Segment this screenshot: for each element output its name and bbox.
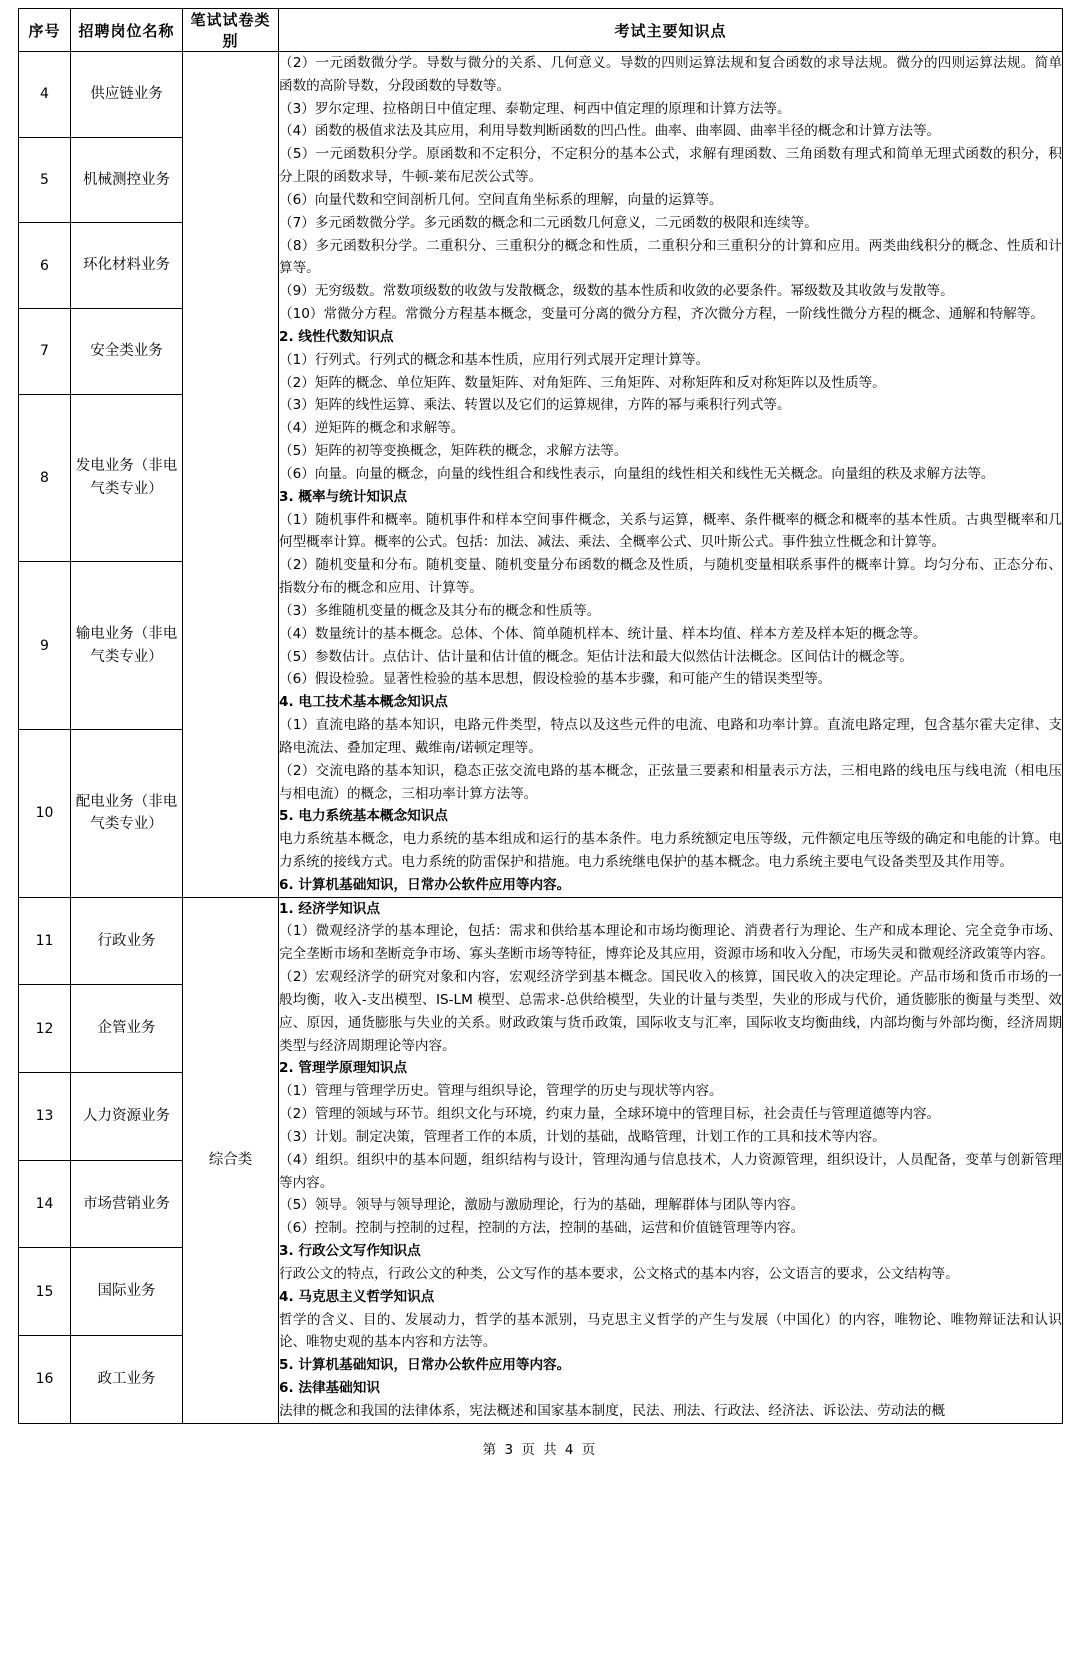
- knowledge-item: （5）一元函数积分学。原函数和不定积分，不定积分的基本公式，求解有理函数、三角函数有理式和简单无理式函数的积分，积分上限的函数求导，牛顿-莱布尼茨公式等。: [279, 146, 1062, 186]
- knowledge-item: （2）交流电路的基本知识，稳态正弦交流电路的基本概念，正弦量三要素和相量表示方法，三相电路的线电压与线电流（相电压与相电流）的概念，三相功率计算方法等。: [279, 762, 1062, 802]
- row-no: 6: [19, 223, 71, 309]
- knowledge-item: （2）一元函数微分学。导数与微分的关系、几何意义。导数的四则运算法规和复合函数的求导法规。微分的四则运算法规。简单函数的高阶导数，分段函数的导数等。: [279, 55, 1062, 94]
- knowledge-item: （1）随机事件和概率。随机事件和样本空间事件概念，关系与运算，概率、条件概率的概念和概率的基本性质。古典型概率和几何型概率计算。概率的公式。包括：加法、减法、乘法、全概率公式、贝叶斯公式。事件独立性概念和计算等。: [279, 511, 1062, 551]
- knowledge-section-title: 6. 计算机基础知识，日常办公软件应用等内容。: [279, 876, 571, 893]
- knowledge-item: （1）管理与管理学历史。管理与组织导论，管理学的历史与现状等内容。: [279, 1083, 723, 1100]
- knowledge-item: （5）矩阵的初等变换概念，矩阵秩的概念，求解方法等。: [279, 443, 628, 460]
- row-post: 人力资源业务: [71, 1072, 183, 1160]
- row-no: 10: [19, 729, 71, 897]
- row-post: 安全类业务: [71, 308, 183, 394]
- row-post: 机械测控业务: [71, 137, 183, 223]
- knowledge-item: （9）无穷级数。常数项级数的收敛与发散概念，级数的基本性质和收敛的必要条件。幂级数及其收敛与发散等。: [279, 283, 954, 300]
- row-no: 14: [19, 1160, 71, 1248]
- knowledge-item: 行政公文的特点，行政公文的种类，公文写作的基本要求，公文格式的基本内容，公文语言的要求，公文结构等。: [279, 1265, 959, 1282]
- row-post: 企管业务: [71, 985, 183, 1073]
- row-post: 发电业务（非电气类专业）: [71, 394, 183, 562]
- header-knowledge: 考试主要知识点: [279, 9, 1063, 52]
- page-number: 第 3 页 共 4 页: [482, 1441, 598, 1458]
- knowledge-item: （2）随机变量和分布。随机变量、随机变量分布函数的概念及性质，与随机变量相联系事件的概率计算。均匀分布、正态分布、指数分布的概念和应用、计算等。: [279, 557, 1062, 597]
- row-post: 输电业务（非电气类专业）: [71, 562, 183, 730]
- row-post: 政工业务: [71, 1336, 183, 1424]
- header-no: 序号: [19, 9, 71, 52]
- knowledge-item: （8）多元函数积分学。二重积分、三重积分的概念和性质，二重积分和三重积分的计算和应用。两类曲线积分的概念、性质和计算等。: [279, 237, 1062, 277]
- row-no: 13: [19, 1072, 71, 1160]
- row-category-group2: 综合类: [183, 897, 279, 1423]
- row-post: 国际业务: [71, 1248, 183, 1336]
- table-row: [19, 897, 1063, 985]
- knowledge-item: （6）控制。控制与控制的过程，控制的方法，控制的基础，运营和价值链管理等内容。: [279, 1220, 805, 1237]
- knowledge-item: （3）计划。制定决策，管理者工作的本质，计划的基础，战略管理，计划工作的工具和技术等内容。: [279, 1128, 886, 1145]
- table-header-row: [19, 9, 1063, 52]
- knowledge-item: （4）组织。组织中的基本问题，组织结构与设计，管理沟通与信息技术，人力资源管理，组织设计，人员配备，变革与创新管理等内容。: [279, 1151, 1062, 1191]
- knowledge-item: （1）微观经济学的基本理论，包括：需求和供给基本理论和市场均衡理论、消费者行为理论、生产和成本理论、完全竞争市场、完全垄断市场和垄断竞争市场、寡头垄断市场等特征，博弈论及其应用，资源市场和收入分配，市场失灵和微观经济政策等内容。: [279, 923, 1062, 963]
- row-post: 供应链业务: [71, 52, 183, 138]
- row-no: 12: [19, 985, 71, 1073]
- exam-knowledge-table: [18, 8, 1063, 1424]
- knowledge-item: （7）多元函数微分学。多元函数的概念和二元函数几何意义，二元函数的极限和连续等。: [279, 214, 818, 231]
- knowledge-item: （5）领导。领导与领导理论，激励与激励理论，行为的基础，理解群体与团队等内容。: [279, 1197, 805, 1214]
- knowledge-item: （4）逆矩阵的概念和求解等。: [279, 420, 465, 437]
- page-footer: [18, 1438, 1062, 1458]
- row-no: 16: [19, 1336, 71, 1424]
- knowledge-item: （2）管理的领域与环节。组织文化与环境，约束力量，全球环境中的管理目标，社会责任与管理道德等内容。: [279, 1106, 941, 1123]
- knowledge-item: （2）矩阵的概念、单位矩阵、数量矩阵、对角矩阵、三角矩阵、对称矩阵和反对称矩阵以及性质等。: [279, 374, 886, 391]
- knowledge-item: 电力系统基本概念，电力系统的基本组成和运行的基本条件。电力系统额定电压等级，元件额定电压等级的确定和电能的计算。电力系统的接线方式。电力系统的防雷保护和措施。电力系统继电保护的基本概念。电力系统主要电气设备类型及其作用等。: [279, 831, 1062, 870]
- header-category: 笔试试卷类别: [183, 9, 279, 52]
- knowledge-section-title: 2. 管理学原理知识点: [279, 1060, 408, 1077]
- knowledge-item: 哲学的含义、目的、发展动力，哲学的基本派别，马克思主义哲学的产生与发展（中国化）的内容，唯物论、唯物辩证法和认识论、唯物史观的基本内容和方法等。: [279, 1311, 1062, 1351]
- knowledge-item: （5）参数估计。点估计、估计量和估计值的概念。矩估计法和最大似然估计法概念。区间估计的概念等。: [279, 648, 913, 665]
- table-row: [19, 52, 1063, 138]
- header-post: 招聘岗位名称: [71, 9, 183, 52]
- knowledge-section-title: 4. 马克思主义哲学知识点: [279, 1288, 435, 1305]
- row-post: 配电业务（非电气类专业）: [71, 729, 183, 897]
- knowledge-item: （3）罗尔定理、拉格朗日中值定理、泰勒定理、柯西中值定理的原理和计算方法等。: [279, 100, 791, 117]
- knowledge-item: （6）向量代数和空间剖析几何。空间直角坐标系的理解，向量的运算等。: [279, 191, 723, 208]
- knowledge-item: （10）常微分方程。常微分方程基本概念，变量可分离的微分方程，齐次微分方程，一阶线性微分方程的概念、通解和特解等。: [279, 306, 1044, 323]
- knowledge-cell-group2: [279, 897, 1063, 1423]
- row-category-group1: [183, 52, 279, 898]
- row-post: 环化材料业务: [71, 223, 183, 309]
- row-no: 15: [19, 1248, 71, 1336]
- knowledge-section-title: 6. 法律基础知识: [279, 1380, 380, 1397]
- knowledge-section-title: 3. 概率与统计知识点: [279, 488, 408, 505]
- knowledge-cell-group1: [279, 52, 1063, 898]
- knowledge-section-title: 2. 线性代数知识点: [279, 328, 394, 345]
- knowledge-section-title: 1. 经济学知识点: [279, 900, 380, 917]
- row-no: 9: [19, 562, 71, 730]
- knowledge-item: （1）直流电路的基本知识，电路元件类型，特点以及这些元件的电流、电路和功率计算。直流电路定理，包含基尔霍夫定律、支路电流法、叠加定理、戴维南/诺顿定理等。: [279, 717, 1062, 756]
- row-post: 市场营销业务: [71, 1160, 183, 1248]
- row-post: 行政业务: [71, 897, 183, 985]
- knowledge-item: （4）数量统计的基本概念。总体、个体、简单随机样本、统计量、样本均值、样本方差及样本矩的概念等。: [279, 625, 927, 642]
- row-no: 4: [19, 52, 71, 138]
- knowledge-item: （6）假设检验。显著性检验的基本思想，假设检验的基本步骤，和可能产生的错误类型等。: [279, 671, 832, 688]
- knowledge-item: 法律的概念和我国的法律体系，宪法概述和国家基本制度，民法、刑法、行政法、经济法、诉讼法、劳动法的概: [279, 1402, 946, 1419]
- knowledge-section-title: 3. 行政公文写作知识点: [279, 1243, 421, 1260]
- knowledge-item: （3）矩阵的线性运算、乘法、转置以及它们的运算规律，方阵的幂与乘积行列式等。: [279, 397, 791, 414]
- knowledge-item: （2）宏观经济学的研究对象和内容，宏观经济学到基本概念。国民收入的核算，国民收入的决定理论。产品市场和货币市场的一般均衡，收入-支出模型、IS-LM 模型、总需求-总供给模型，失业的计量与类型，失业的形成与代价，通货膨胀的衡量与类型、效应、原因，通货膨胀与失业的关系。财政政策与货币政策，国际收支与汇率，国际收支均衡曲线，内部均衡与外部均衡，经济周期类型与经济周期理论等内容。: [279, 969, 1062, 1054]
- row-no: 7: [19, 308, 71, 394]
- row-no: 8: [19, 394, 71, 562]
- knowledge-item: （6）向量。向量的概念，向量的线性组合和线性表示，向量组的线性相关和线性无关概念。向量组的秩及求解方法等。: [279, 465, 995, 482]
- knowledge-item: （4）函数的极值求法及其应用，利用导数判断函数的凹凸性。曲率、曲率圆、曲率半径的概念和计算方法等。: [279, 123, 941, 140]
- row-no: 11: [19, 897, 71, 985]
- row-no: 5: [19, 137, 71, 223]
- knowledge-section-title: 4. 电工技术基本概念知识点: [279, 694, 448, 711]
- knowledge-item: （1）行列式。行列式的概念和基本性质，应用行列式展开定理计算等。: [279, 351, 710, 368]
- knowledge-section-title: 5. 计算机基础知识，日常办公软件应用等内容。: [279, 1357, 571, 1374]
- knowledge-section-title: 5. 电力系统基本概念知识点: [279, 808, 448, 825]
- knowledge-item: （3）多维随机变量的概念及其分布的概念和性质等。: [279, 602, 601, 619]
